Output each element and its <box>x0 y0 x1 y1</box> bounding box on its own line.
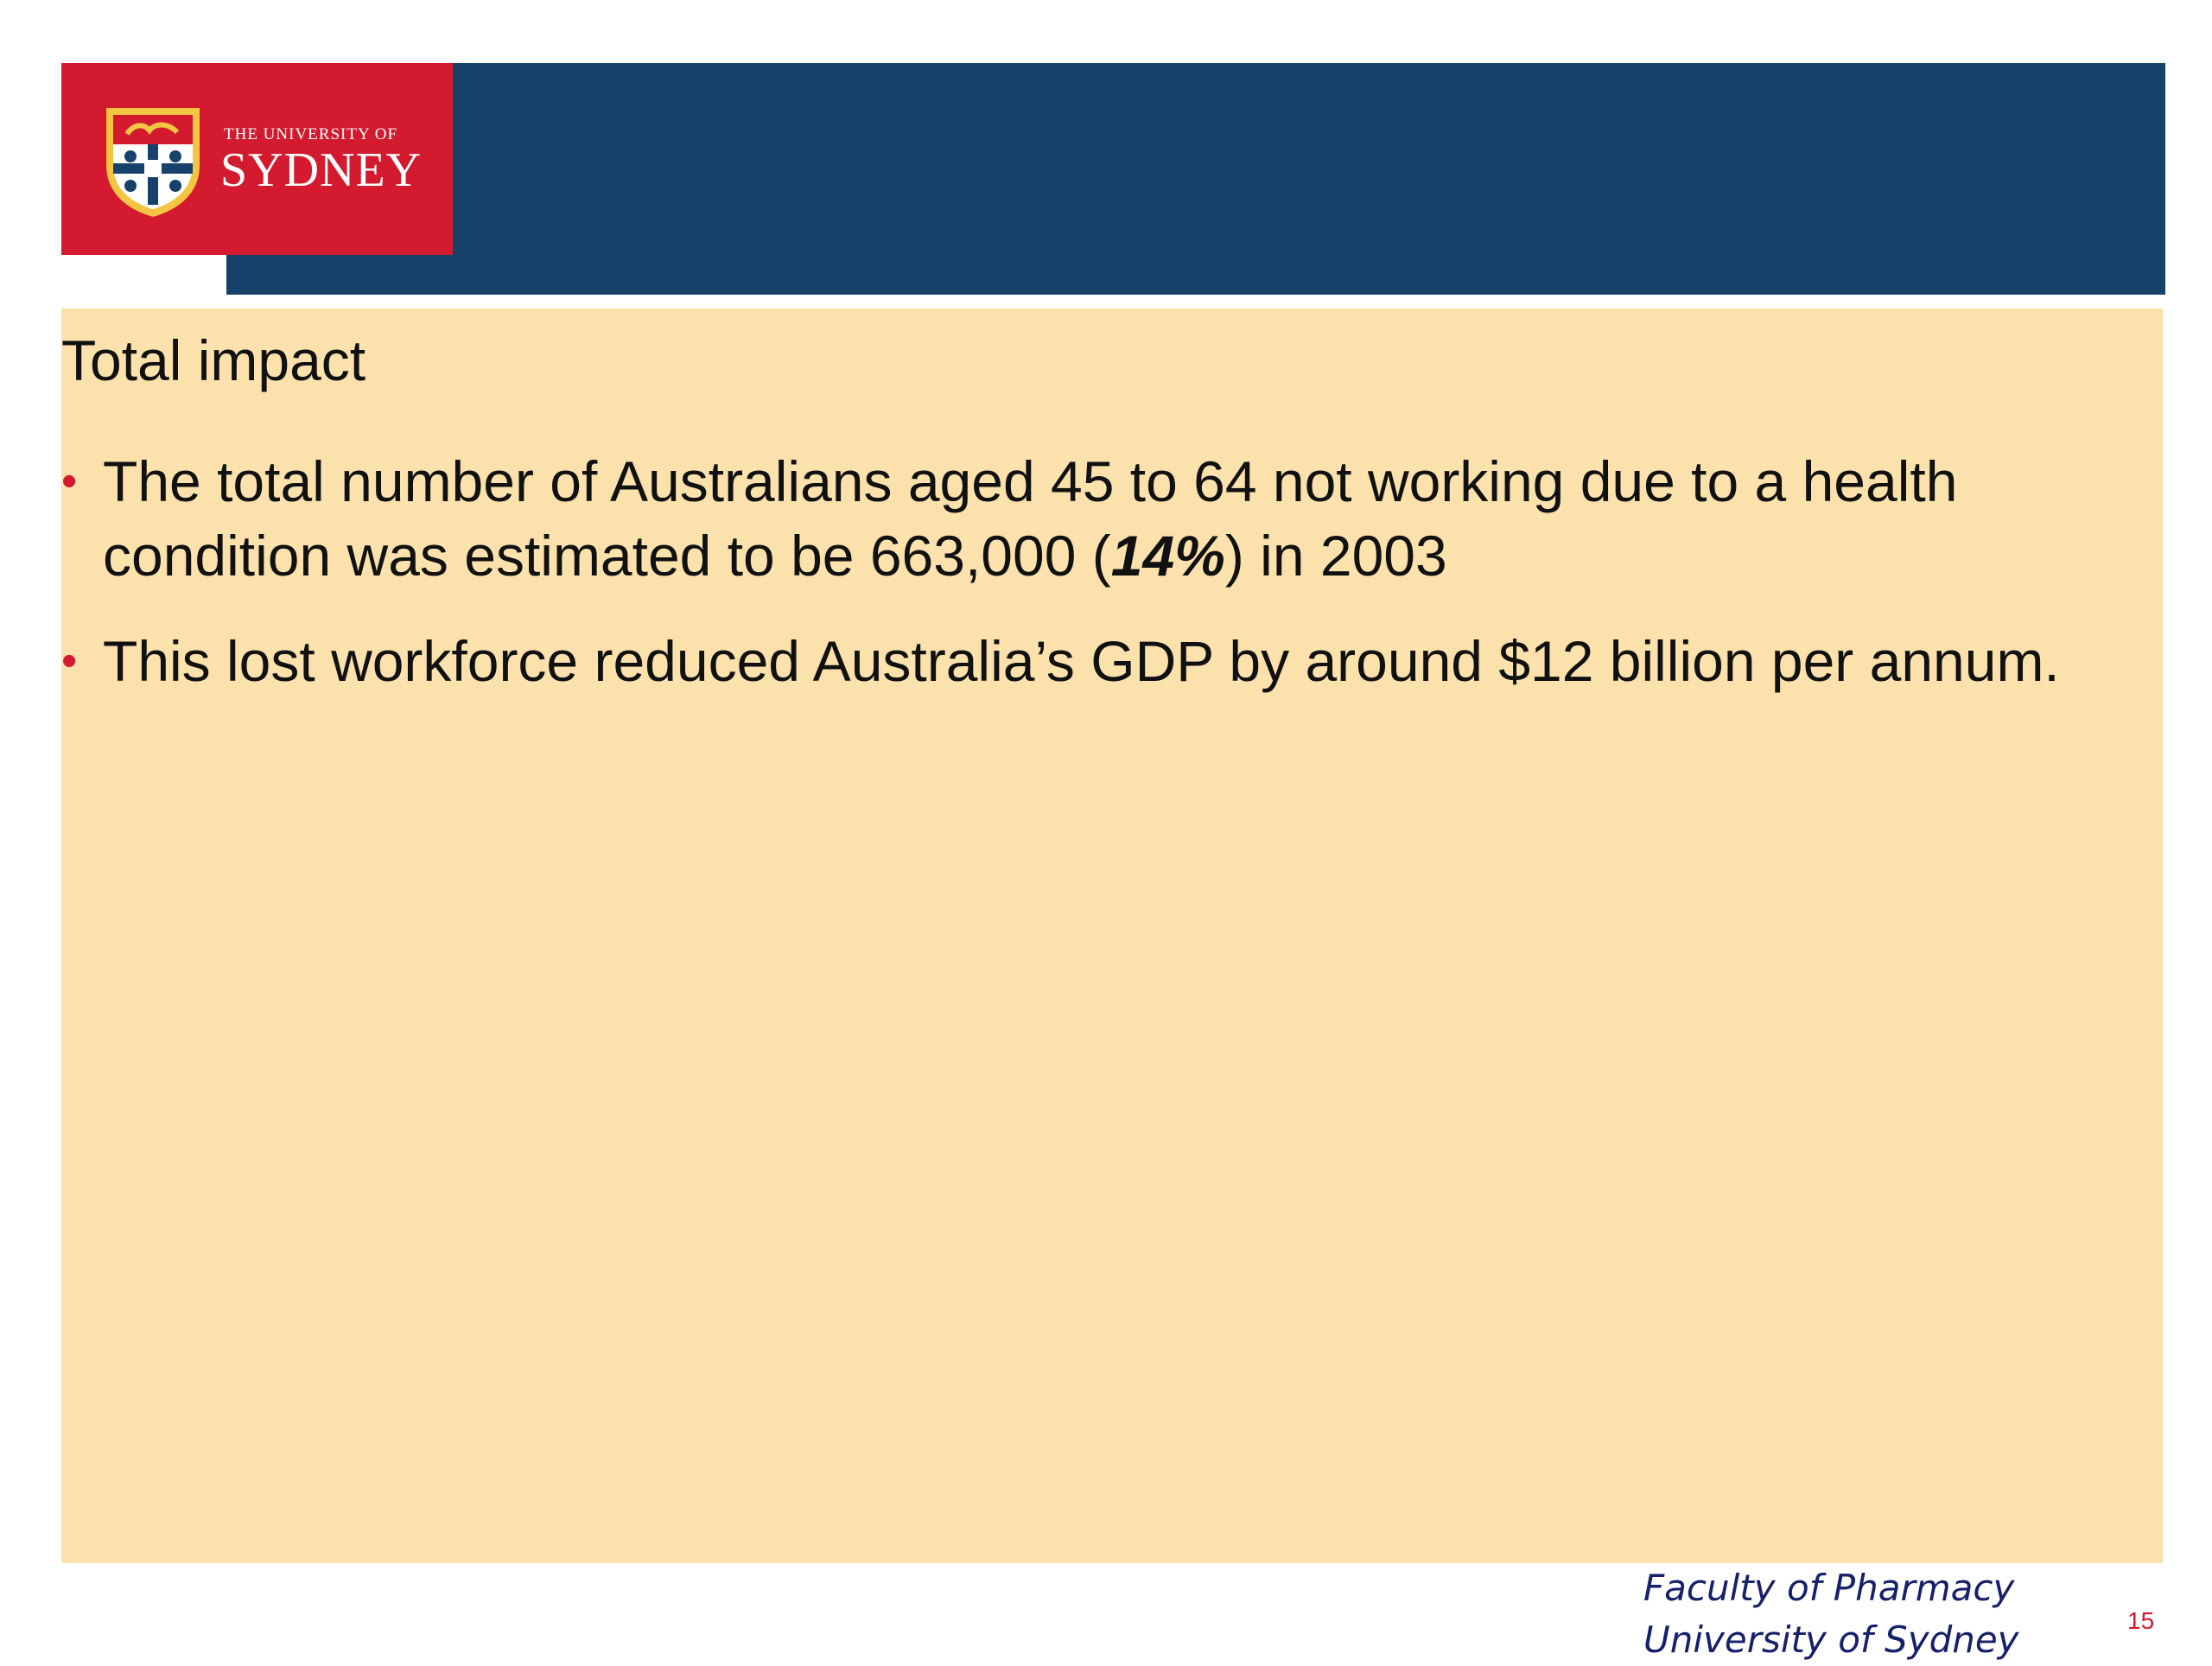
footer-attribution <box>1643 1562 2019 1666</box>
footer-university: University of Sydney <box>1643 1618 2019 1661</box>
bullet-dot-icon: • <box>61 636 78 686</box>
bullet-text: The total number of Australians aged 45 to 64 not working due to a health condition was estimated to be 663,000 ( <box>103 449 1958 588</box>
university-crest-icon <box>101 103 205 220</box>
bullet-list <box>61 444 2135 729</box>
bullet-text-tail: ) in 2003 <box>1224 524 1447 588</box>
footer-faculty: Faculty of Pharmacy <box>1643 1567 2015 1609</box>
slide-title: Total impact <box>61 328 366 392</box>
bullet-text: This lost workforce reduced Australia’s GDP by around $12 billion per annum. <box>103 629 2060 693</box>
university-logo <box>61 63 453 255</box>
header-band <box>226 63 2165 295</box>
bullet-item <box>61 444 2135 593</box>
bullet-emphasis: 14% <box>1110 524 1225 588</box>
bullet-dot-icon: • <box>61 456 78 506</box>
logo-text-small: THE UNIVERSITY OF <box>224 125 398 143</box>
logo-text-large: SYDNEY <box>220 143 423 197</box>
bullet-item <box>61 624 2135 698</box>
page-number: 15 <box>2127 1607 2155 1634</box>
